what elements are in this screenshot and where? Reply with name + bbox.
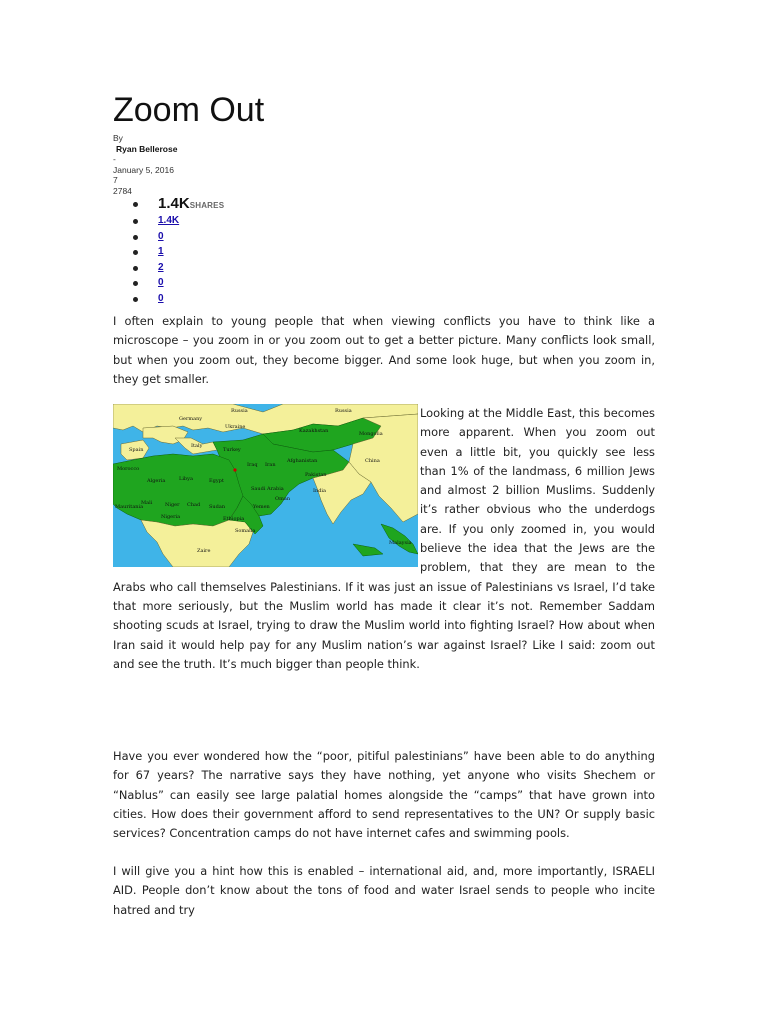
map-label: Sudan <box>209 504 226 510</box>
map-label: Russia <box>231 408 248 414</box>
body-paragraph-2: Looking at the Middle East, this becomes more apparent. When you zoom out even a little bit, you quickly see less than 1% of the landmass, 6 million Jews and almost 2 billion Muslims. Suddenly it’s rather obvious who the underdogs are. If you only zoomed in, you would believe the idea that the Jews are the problem, that they are mean to the Arabs who call themselves Palestinians. If it was just an issue of Palestinians vs Israel, I’d take that more seriously, but the Muslim world has made it clear it’s not. Remember Saddam shooting scuds at Israel, trying to draw the Muslim world into fighting Israel? How about when Iran said it would help pay for any Muslim nation’s war against Israel? Like I said: zoom out and see the truth. It’s much bigger than people think. <box>113 406 655 671</box>
article-meta <box>113 133 177 196</box>
map-label: Malaysia <box>389 540 412 546</box>
map-label: Ethiopia <box>223 516 245 522</box>
by-label: By <box>113 133 123 143</box>
map-label: Somalia <box>235 528 256 534</box>
body-paragraph-2-with-map <box>113 404 655 674</box>
share-link-email[interactable]: 0 <box>158 292 164 304</box>
view-count: 2784 <box>113 185 132 196</box>
map-label: Iraq <box>247 462 258 468</box>
meta-separator: - <box>113 154 116 164</box>
map-label: Yemen <box>253 504 270 510</box>
map-label: China <box>365 458 380 464</box>
list-bullet <box>133 250 138 255</box>
map-label: Saudi Arabia <box>251 486 284 492</box>
map-label: Ukraine <box>225 424 246 430</box>
list-bullet <box>133 219 138 224</box>
map-label: Libya <box>179 476 193 482</box>
body-paragraph-1: I often explain to young people that when viewing conflicts you have to think like a microscope – you zoom in or you zoom out to get a better picture. Many conflicts look small, but when you zoom out, they become bigger. And some look huge, but when you zoom in, they get smaller. <box>113 314 655 386</box>
map-label: Algeria <box>147 478 166 484</box>
share-item-facebook <box>113 213 224 229</box>
map-label: Kazakhstan <box>299 428 329 434</box>
map-label: Mauritania <box>115 504 144 510</box>
map-label: Spain <box>129 447 144 453</box>
map-label: Italy <box>191 443 203 449</box>
list-bullet <box>133 266 138 271</box>
list-bullet <box>133 281 138 286</box>
share-link-google[interactable]: 1 <box>158 246 164 258</box>
comment-count[interactable]: 7 <box>113 175 118 185</box>
map-label: Nigeria <box>161 514 181 520</box>
map-label: Zaire <box>197 548 211 554</box>
share-item-linkedin <box>113 275 224 291</box>
map-label: Chad <box>187 502 201 508</box>
share-item-pinterest <box>113 260 224 276</box>
map-label: Oman <box>275 496 291 502</box>
map-label: Germany <box>179 416 203 422</box>
map-label: Turkey <box>223 447 241 453</box>
map-label: India <box>313 488 326 494</box>
share-link-linkedin[interactable]: 0 <box>158 277 164 289</box>
middle-east-map-image <box>113 404 418 567</box>
map-label: Afghanistan <box>287 458 318 464</box>
map-label: Russia <box>335 408 352 414</box>
map-label: Niger <box>165 502 180 508</box>
body-paragraph-4: I will give you a hint how this is enabled – international aid, and, more importantly, ISRAELI AID. People don’t know about the tons of food and water Israel sends to people who incite hatred and try <box>113 864 655 917</box>
list-bullet <box>133 297 138 302</box>
article-title: Zoom Out <box>113 91 265 129</box>
share-item-email <box>113 291 224 307</box>
map-label: Iran <box>265 462 276 468</box>
share-list <box>113 194 224 307</box>
map-label: Egypt <box>209 478 224 484</box>
map-label: Pakistan <box>305 472 327 478</box>
map-label: Mongolia <box>359 431 383 437</box>
map-label: Morocco <box>117 466 140 472</box>
publish-date: January 5, 2016 <box>113 164 174 175</box>
share-item-twitter <box>113 229 224 245</box>
author-name[interactable]: Ryan Bellerose <box>116 143 178 154</box>
share-total <box>113 194 224 213</box>
share-link-facebook[interactable]: 1.4K <box>158 215 180 226</box>
share-total-label: SHARES <box>189 201 225 210</box>
map-israel-marker <box>233 468 236 471</box>
share-total-count: 1.4K <box>158 195 190 212</box>
share-link-pinterest[interactable]: 2 <box>158 261 164 273</box>
map-label: Mali <box>141 500 153 506</box>
share-item-google <box>113 244 224 260</box>
share-link-twitter[interactable]: 0 <box>158 230 164 242</box>
body-paragraph-3: Have you ever wondered how the “poor, pitiful palestinians” have been able to do anything for 67 years? The narrative says they have nothing, yet anyone who visits Shechem or “Nablus” can easily see large palatial homes alongside the “camps” that have grown into cities. How does their government afford to send representatives to the UN? Or supply basic services? Concentration camps do not have internet cafes and swimming pools. <box>113 749 655 841</box>
list-bullet <box>133 235 138 240</box>
list-bullet <box>133 202 138 207</box>
